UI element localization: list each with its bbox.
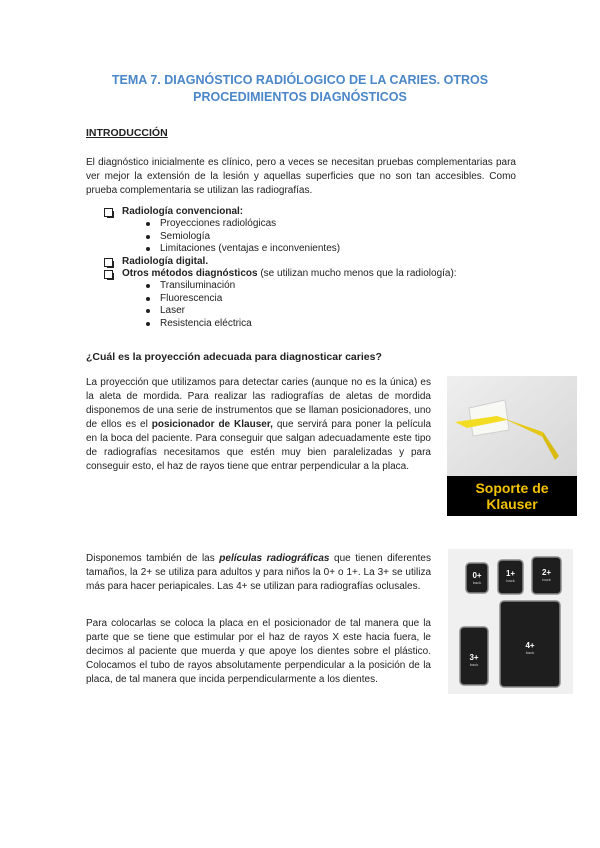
list-item: Transiluminación — [104, 280, 457, 292]
film-size-label: 3+ — [469, 653, 479, 662]
methods-list — [104, 206, 457, 330]
method-conventional-label: Radiología convencional: — [122, 206, 244, 217]
checkbox-bullet-icon — [104, 208, 113, 217]
method-conventional — [104, 206, 457, 218]
bullet-icon — [146, 247, 150, 251]
film-size-label: 4+ — [525, 641, 535, 650]
film-back-label: back — [525, 650, 535, 655]
projection-paragraph: La proyección que utilizamos para detectar caries (aunque no es la única) es la aleta de mordida. Para realizar las radiografías de aletas de mordida disponemos de una serie de instrumentos que se llaman posicionadores, uno de ellos es el posicionador de Klauser, que servirá para poner la película en la boca del paciente. Para conseguir que salgan adecuadamente este tipo de radiografías necesitamos que estén muy bien paralelizadas y para conseguir esto, el haz de rayos tiene que entrar perpendicular a la placa. — [86, 377, 432, 472]
method-digital-label: Radiología digital. — [122, 255, 209, 267]
film-back-label: back — [469, 662, 479, 667]
film-size-label: 0+ — [472, 571, 482, 580]
bullet-icon — [146, 309, 150, 313]
list-item: Semiología — [104, 231, 457, 243]
klauser-image — [447, 376, 577, 516]
films-bold: películas radiográficas — [219, 553, 330, 564]
film-size-label: 1+ — [505, 569, 516, 578]
method-others-note: (se utilizan mucho menos que la radiología): — [257, 268, 457, 280]
bullet-icon — [146, 284, 150, 288]
method-others-label: Otros métodos diagnósticos — [122, 268, 258, 280]
intro-paragraph: El diagnóstico inicialmente es clínico, pero a veces se necesitan pruebas complementarias para ver mejor la extensión de la lesión y aquellas superficies que no son tan accesibles. Como prueba complementaria se utilizan las radiografías. — [86, 157, 516, 196]
film-back-label: back — [542, 577, 551, 582]
page-title-line-1: TEMA 7. DIAGNÓSTICO RADIÓLOGICO DE LA CARIES. OTROS — [111, 73, 489, 87]
klauser-caption: Soporte de Klauser — [475, 480, 549, 512]
film-back-label: back — [472, 580, 482, 585]
intro-heading: INTRODUCCIÓN — [86, 127, 168, 139]
bullet-icon — [146, 222, 150, 226]
method-digital — [104, 256, 457, 268]
list-item: Resistencia eléctrica — [104, 318, 457, 330]
film-sizes-image — [448, 549, 573, 694]
bullet-icon — [146, 297, 150, 301]
bullet-icon — [146, 235, 150, 239]
film-size-label: 2+ — [541, 568, 552, 577]
klauser-bold: posicionador de Klauser, — [151, 419, 273, 430]
page-title-line-2: PROCEDIMIENTOS DIAGNÓSTICOS — [193, 90, 407, 104]
films-paragraph-1: Disponemos también de las películas radiográficas que tienen diferentes tamaños, la 2+ se utiliza para adultos y para niños la 0+ o 1+. La 3+ se utiliza más para hacer periapicales. Las 4+ se utilizan para radiografías oclusales. — [86, 553, 431, 592]
films-paragraph-2: Para colocarlas se coloca la placa en el posicionador de tal manera que la parte que se tiene que estimular por el haz de rayos X este hacia fuera, le decimos al paciente que muerda y que apoye los dientes sobre el plástico. Colocamos el tubo de rayos absolutamente perpendicular a la posición de la placa, de tal manera que incida perpendicularmente a los dientes. — [86, 618, 431, 685]
film-back-label: back — [506, 578, 515, 583]
list-item: Fluorescencia — [104, 293, 457, 305]
page-title — [60, 72, 540, 106]
bullet-icon — [146, 322, 150, 326]
list-item: Proyecciones radiológicas — [104, 218, 457, 230]
checkbox-bullet-icon — [104, 270, 113, 279]
checkbox-bullet-icon — [104, 258, 113, 267]
list-item: Limitaciones (ventajas e inconvenientes) — [104, 243, 457, 255]
list-item: Laser — [104, 305, 457, 317]
projection-question: ¿Cuál es la proyección adecuada para diagnosticar caries? — [86, 351, 382, 363]
method-others — [104, 268, 457, 280]
